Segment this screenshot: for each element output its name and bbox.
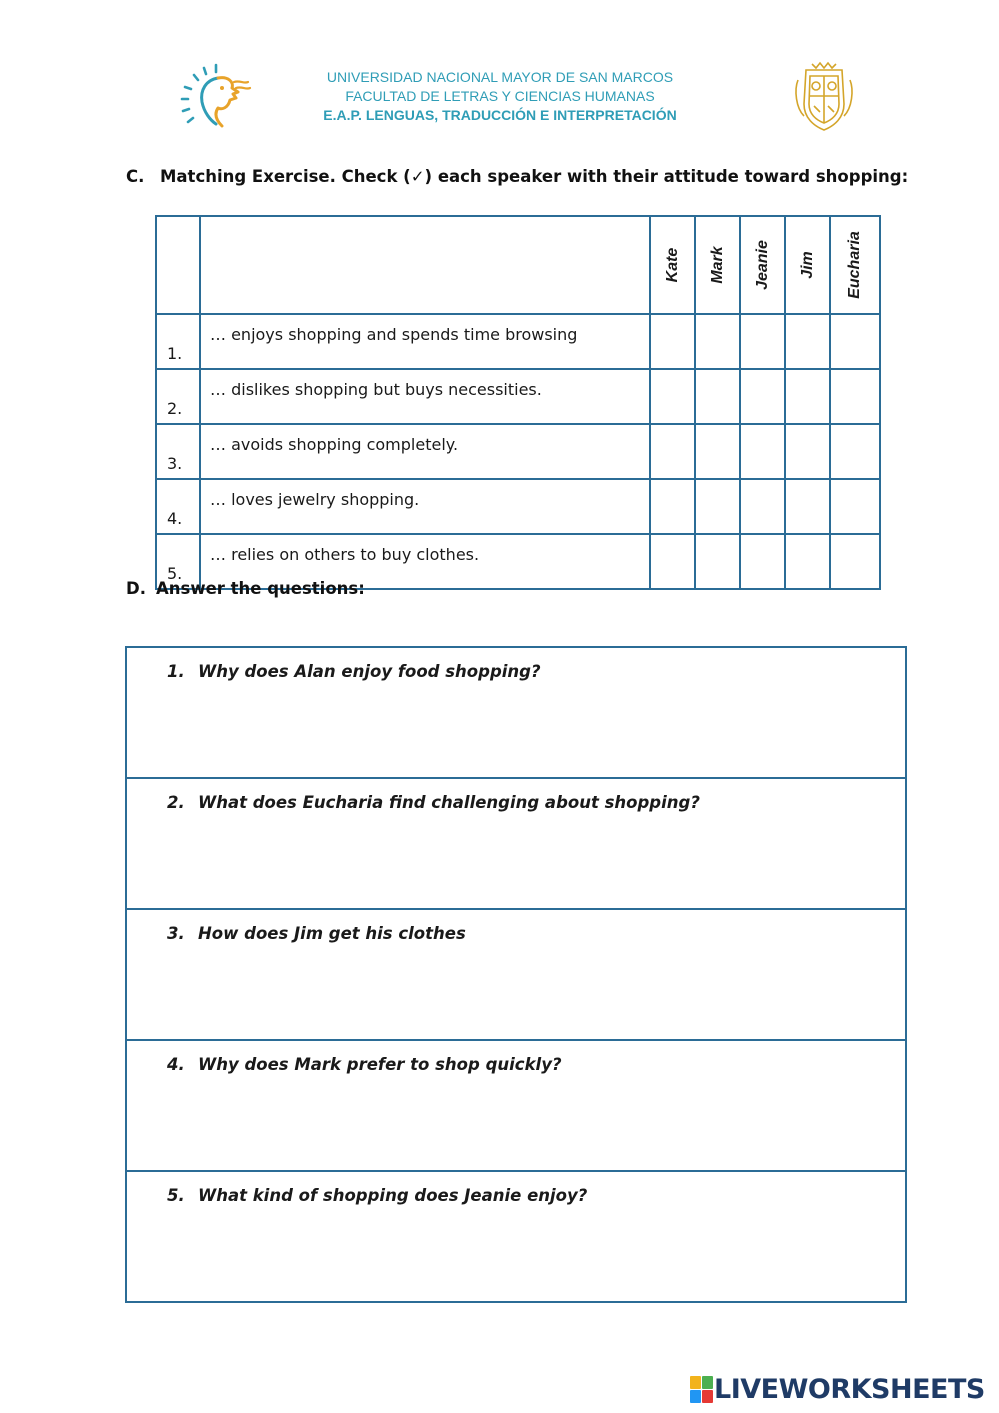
check-cell-eucharia[interactable] (830, 424, 880, 479)
question-number: 3. (167, 924, 185, 943)
table-row (156, 479, 880, 534)
section-c-title: Matching Exercise. Check (✓) each speaker with their attitude toward shopping: (160, 167, 909, 186)
check-cell-mark[interactable] (695, 534, 740, 589)
answer-field-5[interactable] (167, 1220, 885, 1287)
row-statement: … loves jewelry shopping. (200, 479, 650, 534)
question-number: 2. (167, 793, 185, 812)
row-statement: … enjoys shopping and spends time browsing (200, 314, 650, 369)
table-row (156, 424, 880, 479)
speaker-header-jim (785, 216, 830, 314)
table-row (156, 369, 880, 424)
question-row (127, 908, 905, 1039)
question-text (167, 662, 541, 681)
row-statement: … relies on others to buy clothes. (200, 534, 650, 589)
speaker-name: Jim (798, 251, 816, 279)
question-row (127, 1039, 905, 1170)
check-cell-kate[interactable] (650, 369, 695, 424)
header-number-cell (156, 216, 200, 314)
check-cell-mark[interactable] (695, 314, 740, 369)
university-name: UNIVERSIDAD NACIONAL MAYOR DE SAN MARCOS (326, 69, 674, 85)
check-cell-jim[interactable] (785, 314, 830, 369)
row-number: 1. (156, 314, 200, 369)
question-label: What kind of shopping does Jeanie enjoy? (198, 1186, 588, 1205)
check-cell-kate[interactable] (650, 314, 695, 369)
row-number: 4. (156, 479, 200, 534)
check-cell-jim[interactable] (785, 424, 830, 479)
row-number: 5. (156, 534, 200, 589)
question-number: 4. (167, 1055, 185, 1074)
speaker-header-eucharia (830, 216, 880, 314)
section-d-heading (126, 579, 365, 598)
section-c-letter: C. (126, 167, 145, 186)
check-cell-jeanie[interactable] (740, 369, 785, 424)
institution-header (240, 68, 760, 125)
check-cell-jim[interactable] (785, 369, 830, 424)
table-header-row (156, 216, 880, 314)
check-cell-kate[interactable] (650, 534, 695, 589)
speaker-header-kate (650, 216, 695, 314)
question-label: How does Jim get his clothes (198, 924, 466, 943)
speaker-name: Eucharia (846, 231, 863, 299)
question-text (167, 1055, 562, 1074)
question-label: Why does Mark prefer to shop quickly? (198, 1055, 562, 1074)
section-d-letter: D. (126, 579, 146, 598)
check-cell-eucharia[interactable] (830, 479, 880, 534)
question-label: What does Eucharia find challenging about shopping? (198, 793, 700, 812)
speaker-name: Jeanie (753, 240, 771, 290)
check-cell-mark[interactable] (695, 424, 740, 479)
check-cell-eucharia[interactable] (830, 534, 880, 589)
question-row (127, 777, 905, 908)
question-text (167, 1186, 587, 1205)
check-cell-jeanie[interactable] (740, 314, 785, 369)
check-cell-kate[interactable] (650, 479, 695, 534)
answer-field-4[interactable] (167, 1089, 885, 1156)
row-statement: … dislikes shopping but buys necessities. (200, 369, 650, 424)
check-cell-jeanie[interactable] (740, 534, 785, 589)
answer-field-2[interactable] (167, 827, 885, 894)
speaker-name: Kate (663, 247, 681, 283)
check-cell-jim[interactable] (785, 479, 830, 534)
header-statement-cell (200, 216, 650, 314)
table-row (156, 314, 880, 369)
question-text (167, 793, 700, 812)
question-number: 5. (167, 1186, 185, 1205)
answer-field-1[interactable] (167, 696, 885, 763)
check-cell-mark[interactable] (695, 479, 740, 534)
section-d-title: Answer the questions: (156, 579, 365, 598)
question-number: 1. (167, 662, 185, 681)
question-label: Why does Alan enjoy food shopping? (198, 662, 541, 681)
question-row (127, 648, 905, 777)
speaker-name: Mark (708, 246, 726, 284)
liveworksheets-brand[interactable] (690, 1372, 985, 1406)
row-number: 2. (156, 369, 200, 424)
row-statement: … avoids shopping completely. (200, 424, 650, 479)
question-row (127, 1170, 905, 1301)
liveworksheets-logo-icon (690, 1376, 712, 1402)
school-name: E.A.P. LENGUAS, TRADUCCIÓN E INTERPRETACIÓN (323, 107, 677, 123)
check-cell-eucharia[interactable] (830, 314, 880, 369)
answer-field-3[interactable] (167, 958, 885, 1025)
check-cell-kate[interactable] (650, 424, 695, 479)
section-c-heading (126, 167, 908, 186)
question-text (167, 924, 466, 943)
check-cell-mark[interactable] (695, 369, 740, 424)
brand-name: LIVEWORKSHEETS (714, 1373, 985, 1405)
speaker-header-mark (695, 216, 740, 314)
check-cell-jim[interactable] (785, 534, 830, 589)
check-cell-jeanie[interactable] (740, 479, 785, 534)
questions-box (125, 646, 907, 1303)
university-seal-icon (792, 60, 856, 132)
row-number: 3. (156, 424, 200, 479)
matching-table (155, 215, 881, 590)
speaker-header-jeanie (740, 216, 785, 314)
faculty-name: FACULTAD DE LETRAS Y CIENCIAS HUMANAS (345, 88, 655, 104)
check-cell-eucharia[interactable] (830, 369, 880, 424)
check-cell-jeanie[interactable] (740, 424, 785, 479)
